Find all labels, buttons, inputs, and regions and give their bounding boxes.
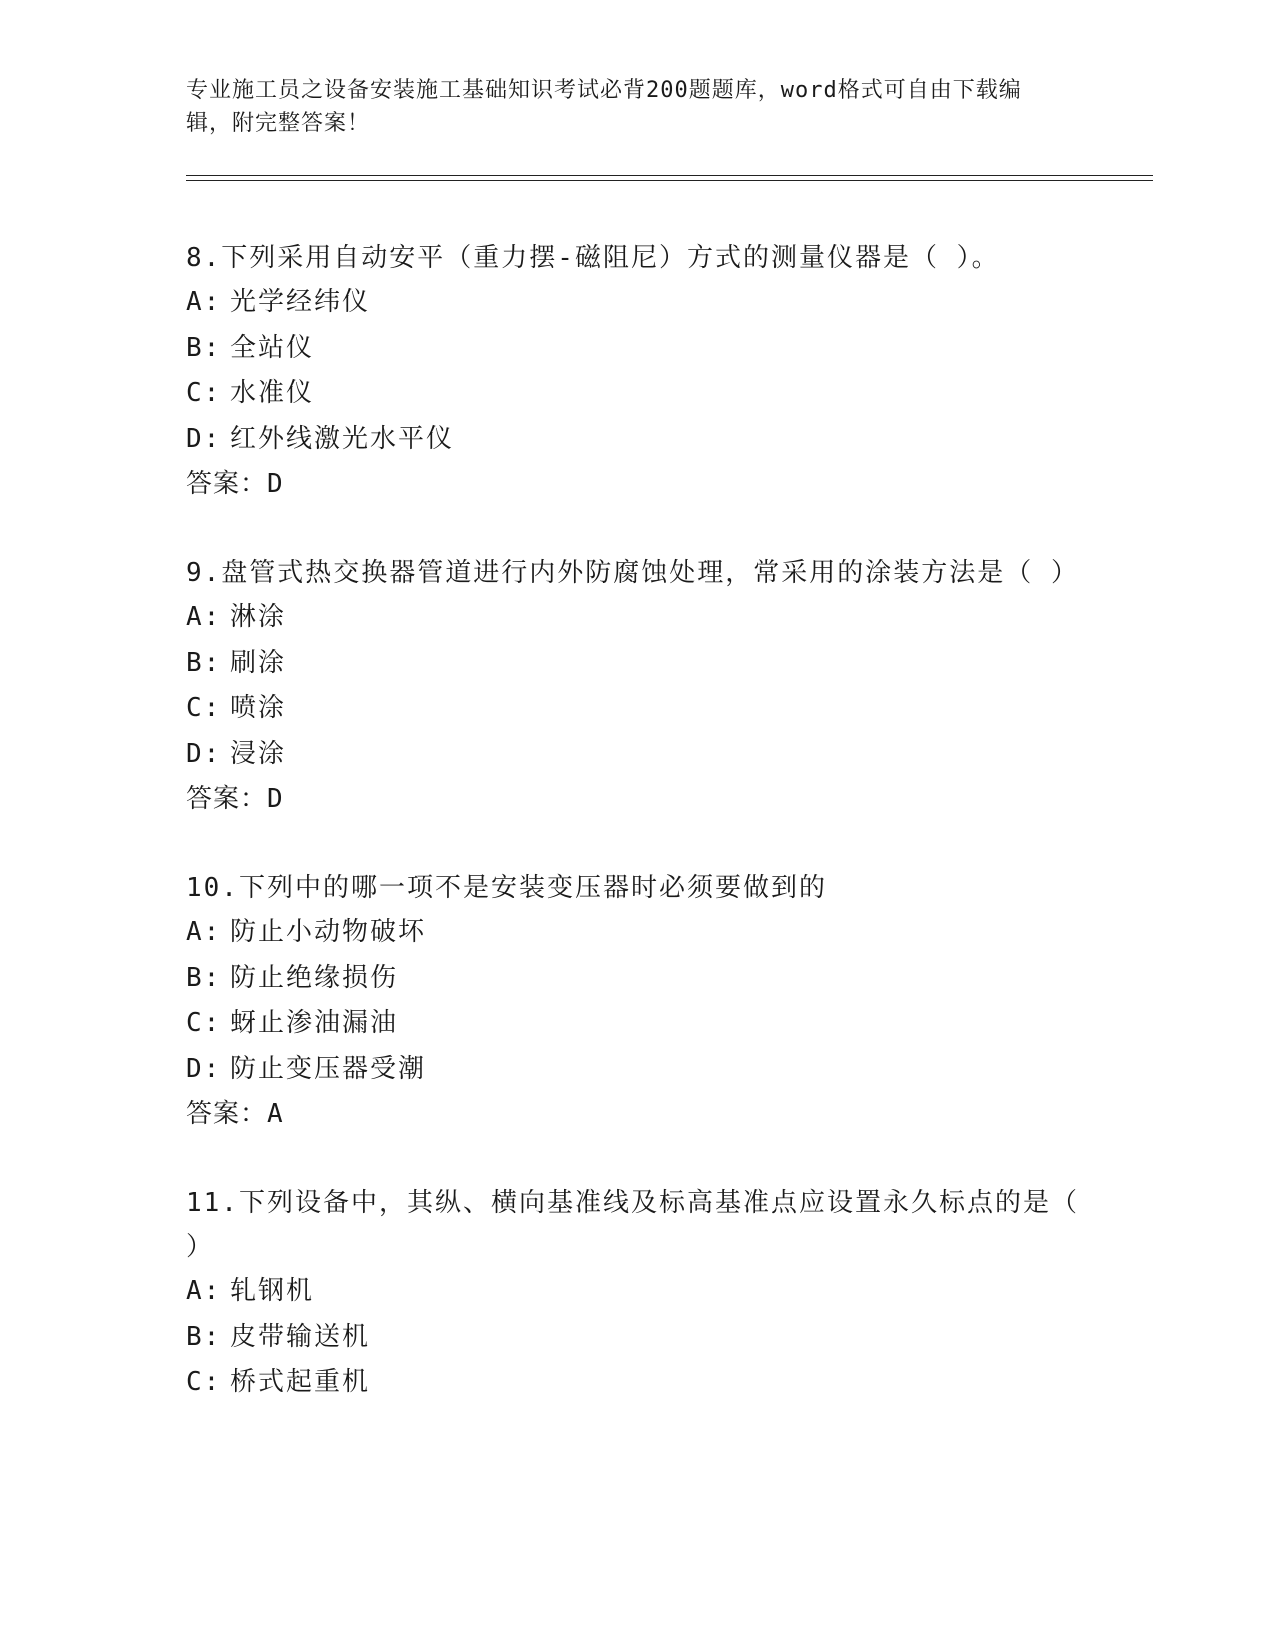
option-key: B: (186, 962, 222, 993)
option-text: 水准仪 (230, 378, 315, 408)
header-divider (186, 175, 1153, 181)
option-key: D: (186, 1053, 222, 1084)
option-key: A: (186, 602, 222, 632)
option-key: D: (186, 738, 222, 769)
option-text: 淋涂 (230, 602, 287, 632)
question-stem: 8.下列采用自动安平（重力摆-磁阻尼）方式的测量仪器是（ ）。 (186, 243, 1000, 273)
option-d (186, 1047, 1086, 1093)
question-9 (186, 551, 1086, 821)
option-text: 皮带输送机 (230, 1321, 371, 1352)
option-text: 防止变压器受潮 (230, 1053, 427, 1084)
option-text: 喷涂 (230, 693, 287, 723)
option-text: 防止小动物破坏 (230, 917, 427, 947)
option-text: 轧钢机 (230, 1276, 315, 1306)
question-8 (186, 236, 1086, 506)
option-b (186, 641, 1086, 687)
option-a (186, 910, 1086, 956)
option-key: C: (186, 1367, 222, 1397)
option-b (186, 326, 1086, 372)
answer-line: 答案：D (186, 469, 284, 499)
document-title: 专业施工员之设备安装施工基础知识考试必背200题题库，word格式可自由下载编辑，附完整答案！ (186, 78, 1022, 136)
option-b (186, 1315, 1086, 1361)
option-text: 红外线激光水平仪 (230, 423, 455, 454)
option-key: A: (186, 287, 222, 317)
option-c (186, 371, 1086, 417)
option-key: C: (186, 693, 222, 723)
answer-line: 答案：A (186, 1099, 284, 1129)
option-key: C: (186, 1008, 222, 1038)
option-key: D: (186, 423, 222, 454)
option-key: C: (186, 378, 222, 408)
question-stem: 9.盘管式热交换器管道进行内外防腐蚀处理，常采用的涂装方法是（ ） (186, 558, 1079, 588)
option-d (186, 417, 1086, 463)
option-a (186, 595, 1086, 641)
option-key: B: (186, 1321, 222, 1352)
question-list (186, 236, 1086, 1451)
option-text: 光学经纬仪 (230, 287, 371, 317)
question-stem: 11.下列设备中，其纵、横向基准线及标高基准点应设置永久标点的是（ ） (186, 1188, 1079, 1262)
option-c (186, 1360, 1086, 1406)
option-text: 桥式起重机 (230, 1367, 371, 1397)
option-c (186, 686, 1086, 732)
option-a (186, 280, 1086, 326)
question-stem: 10.下列中的哪一项不是安装变压器时必须要做到的 (186, 873, 827, 903)
question-10 (186, 866, 1086, 1136)
option-d (186, 732, 1086, 778)
option-key: B: (186, 332, 222, 363)
answer-line: 答案：D (186, 784, 284, 814)
option-text: 全站仪 (230, 332, 315, 363)
option-text: 蚜止渗油漏油 (230, 1008, 399, 1038)
option-a (186, 1269, 1086, 1315)
option-text: 浸涂 (230, 738, 287, 769)
option-key: A: (186, 1276, 222, 1306)
option-text: 防止绝缘损伤 (230, 962, 399, 993)
option-key: A: (186, 917, 222, 947)
option-b (186, 956, 1086, 1002)
question-11 (186, 1181, 1086, 1406)
option-text: 刷涂 (230, 647, 287, 678)
option-key: B: (186, 647, 222, 678)
option-c (186, 1001, 1086, 1047)
